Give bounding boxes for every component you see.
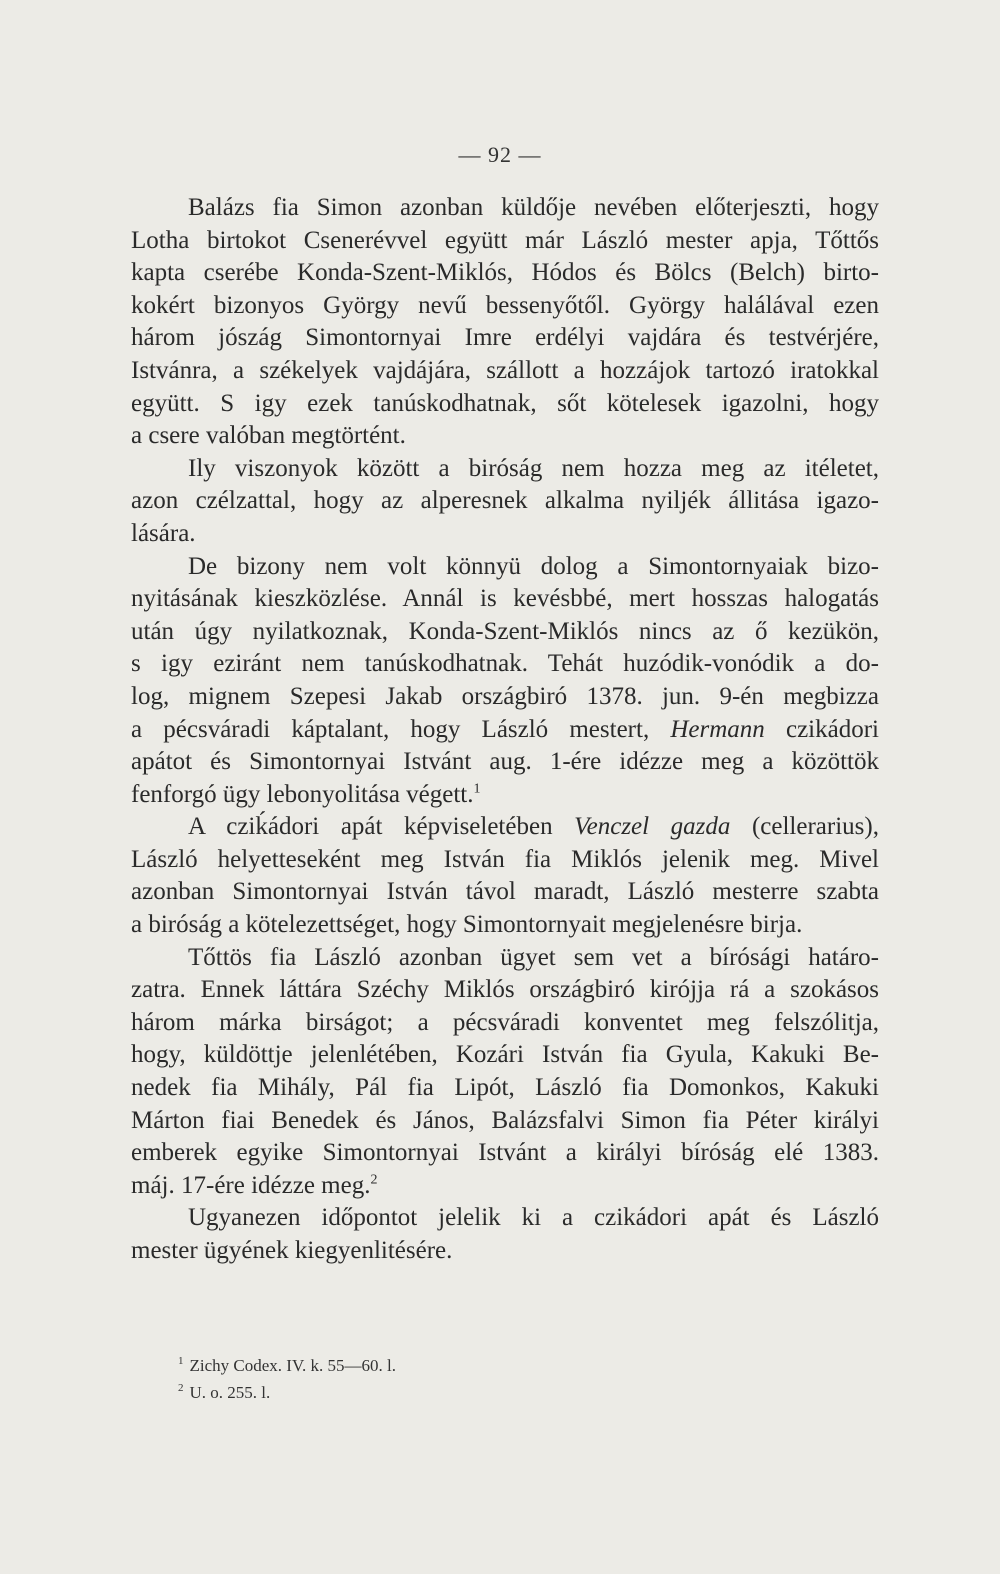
text-line (131, 714, 879, 747)
text-line (131, 974, 879, 1007)
text-line (131, 257, 879, 290)
text-segment: mester ügyének kiegyenlitésére. (131, 1237, 453, 1264)
text-segment: a biróság a kötelezettséget, hogy Simontornyait megjelenésre birja. (131, 911, 803, 939)
text-segment: Istvánra, a székelyek vajdájára, szállott a hozzájok tartozó iratokkal (131, 356, 879, 384)
text-segment: s igy eziránt nem tanúskodhatnak. Tehát huzódik-vonódik a do- (131, 650, 879, 678)
italic-text: Hermann (670, 715, 765, 743)
text-segment: (cellerarius), (730, 813, 879, 841)
footnote-text: U. o. 255. l. (189, 1383, 271, 1402)
text-line (131, 290, 879, 323)
text-segment: Lotha birtokot Csenerévvel együtt már László mester apja, Tőttős (131, 226, 879, 254)
text-segment: czikádori (764, 715, 879, 743)
footnote-ref: 2 (370, 1172, 378, 1188)
text-segment: fenforgó ügy lebonyolitása végett. (131, 780, 474, 808)
text-segment: azonban Simontornyai István távol maradt, László mesterre szabta (131, 878, 879, 906)
text-segment: három márka birságot; a pécsváradi konventet meg felszólitja, (131, 1008, 879, 1036)
text-line (131, 779, 879, 812)
text-line (131, 485, 879, 518)
footnote (178, 1379, 578, 1406)
text-line (131, 942, 879, 975)
text-segment: kapta cserébe Konda-Szent-Miklós, Hódos és Bölcs (Belch) birto- (131, 259, 879, 287)
footnote-marker: 2 (178, 1382, 184, 1395)
text-segment: nyitásának kieszközlése. Annál is kevésbbé, mert hosszas halogatás (131, 585, 879, 613)
text-line (131, 1235, 879, 1268)
text-segment: apátot és Simontornyai Istvánt aug. 1-ére idézze meg a közöttök (131, 748, 879, 776)
text-segment: De bizony nem volt könnyü dolog a Simontornyaiak bizo- (188, 552, 879, 580)
text-line (131, 909, 879, 942)
text-line (131, 355, 879, 388)
text-line (131, 192, 879, 225)
text-line (131, 518, 879, 551)
text-line (131, 844, 879, 877)
text-segment: után úgy nyilatkoznak, Konda-Szent-Miklós nincs az ő kezükön, (131, 617, 879, 645)
text-segment: a csere valóban megtörtént. (131, 422, 406, 450)
page-number: — 92 — (458, 142, 542, 167)
text-segment: kokért bizonyos György nevű bessenyőtől. György halálával ezen (131, 291, 879, 319)
text-line (131, 811, 879, 844)
text-line (131, 322, 879, 355)
footnotes (178, 1352, 578, 1406)
text-line (131, 1072, 879, 1105)
text-segment: log, mignem Szepesi Jakab országbiró 1378. jun. 9-én megbizza (131, 682, 879, 710)
text-segment: hogy, küldöttje jelenlétében, Kozári István fia Gyula, Kakuki Be- (131, 1041, 879, 1069)
text-segment: máj. 17-ére idézze meg. (131, 1171, 371, 1199)
text-segment: Márton fiai Benedek és János, Balázsfalvi Simon fia Péter királyi (131, 1106, 879, 1134)
text-segment: Balázs fia Simon azonban küldője nevében előterjeszti, hogy (188, 194, 879, 221)
text-segment: lására. (131, 519, 196, 547)
text-segment: László helyetteseként meg István fia Miklós jelenik meg. Mivel (131, 845, 879, 873)
italic-text: Venczel gazda (574, 813, 731, 841)
text-line (131, 1039, 879, 1072)
text-line (131, 225, 879, 258)
body-text (131, 192, 879, 1268)
text-line (131, 681, 879, 714)
text-segment: nedek fia Mihály, Pál fia Lipót, László fia Domonkos, Kakuki (131, 1074, 879, 1102)
footnote-ref: 1 (473, 781, 481, 797)
text-segment: azon czélzattal, hogy az alperesnek alkalma nyiljék állitása igazo- (131, 487, 879, 515)
text-line (131, 551, 879, 584)
text-line (131, 583, 879, 616)
footnote-text: Zichy Codex. IV. k. 55—60. l. (189, 1356, 397, 1375)
text-line (131, 1007, 879, 1040)
text-line (131, 1170, 879, 1203)
text-line (131, 876, 879, 909)
text-segment: zatra. Ennek láttára Széchy Miklós országbiró kirójja rá a szokásos (131, 976, 879, 1004)
text-line (131, 746, 879, 779)
text-line (131, 453, 879, 486)
text-line (131, 648, 879, 681)
text-line (131, 616, 879, 649)
text-segment: három jószág Simontornyai Imre erdélyi vajdára és testvérjére, (131, 324, 879, 352)
text-segment: A cziḱádori apát képviseletében (188, 813, 575, 841)
text-line (131, 388, 879, 421)
text-line (131, 420, 879, 453)
text-line (131, 1105, 879, 1138)
text-segment: Ily viszonyok között a biróság nem hozza meg az itéletet, (188, 454, 879, 482)
footnote (178, 1352, 578, 1379)
text-segment: Tőttös fia László azonban ügyet sem vet a bírósági határo- (188, 943, 879, 971)
footnote-marker: 1 (178, 1355, 184, 1368)
text-segment: emberek egyike Simontornyai Istvánt a királyi bíróság elé 1383. (131, 1139, 879, 1167)
text-line (131, 1137, 879, 1170)
text-segment: Ugyanezen időpontot jelelik ki a czikádori apát és László (188, 1204, 879, 1232)
text-segment: együtt. S igy ezek tanúskodhatnak, sőt kötelesek igazolni, hogy (131, 389, 879, 417)
text-segment: a pécsváradi káptalant, hogy László mestert, (131, 715, 671, 743)
text-line (131, 1202, 879, 1235)
